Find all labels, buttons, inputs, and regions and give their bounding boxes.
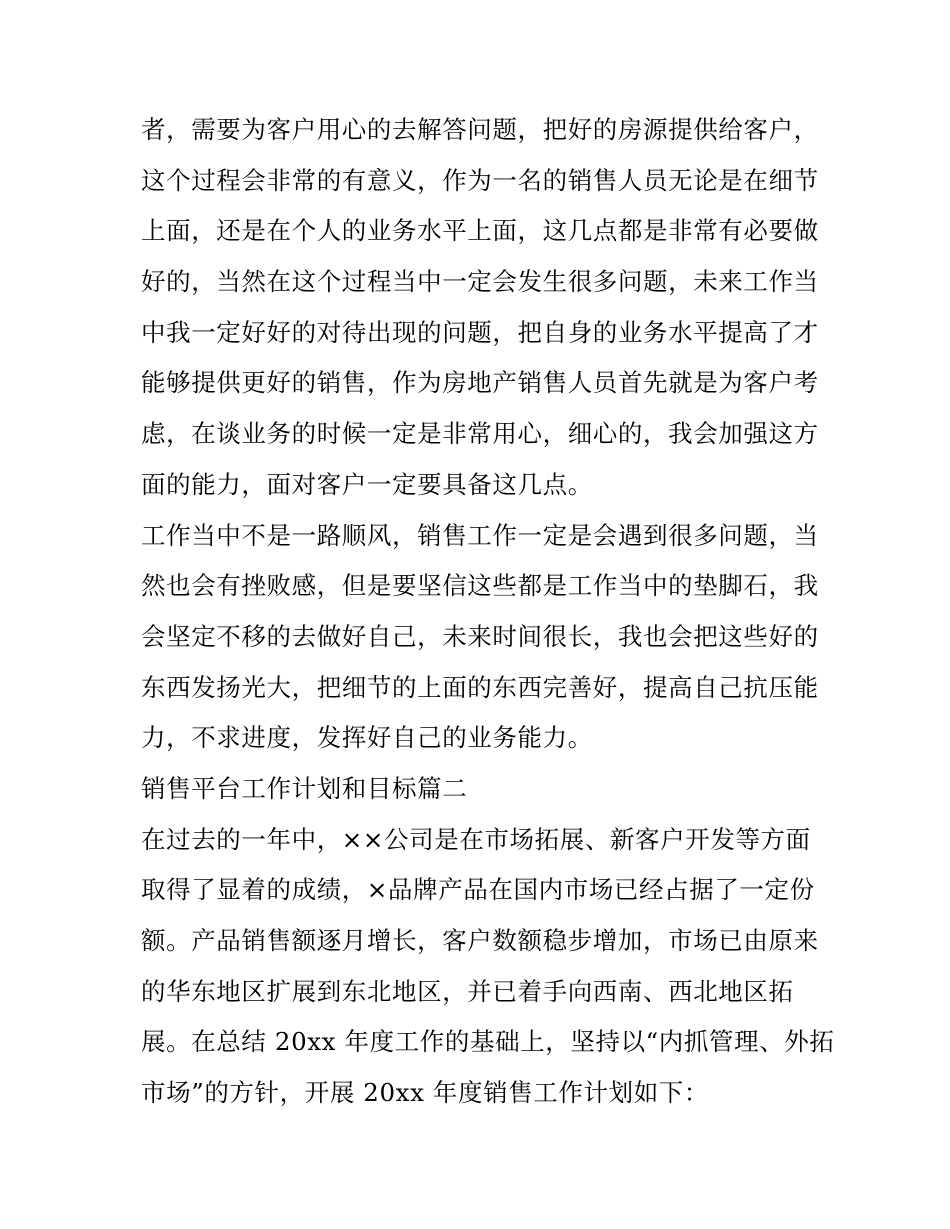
- text-line: 会坚定不移的去做好自己，未来时间很长，我也会把这些好的: [141, 621, 819, 651]
- text-line: 能够提供更好的销售，作为房地产销售人员首先就是为客户考: [141, 368, 819, 398]
- text-line: 在过去的一年中，××公司是在市场拓展、新客户开发等方面: [141, 824, 811, 854]
- text-line: 虑，在谈业务的时候一定是非常用心，细心的，我会加强这方: [141, 419, 819, 449]
- text-line: 上面，还是在个人的业务水平上面，这几点都是非常有必要做: [141, 216, 819, 246]
- text-line: 中我一定好好的对待出现的问题，把自身的业务水平提高了才: [141, 317, 819, 347]
- text-line: 东西发扬光大，把细节的上面的东西完善好，提高自己抗压能: [141, 672, 819, 702]
- text-line: 展。在总结 20xx 年度工作的基础上，坚持以“内抓管理、外拓: [141, 1027, 835, 1057]
- text-line: 然也会有挫败感，但是要坚信这些都是工作当中的垫脚石，我: [141, 571, 819, 601]
- text-line: 面的能力，面对客户一定要具备这几点。: [141, 469, 593, 499]
- text-line: 工作当中不是一路顺风，销售工作一定是会遇到很多问题，当: [141, 520, 819, 550]
- document-body: [141, 105, 835, 1119]
- text-line: 好的，当然在这个过程当中一定会发生很多问题，未来工作当: [141, 267, 819, 297]
- text-line: 力，不求进度，发挥好自己的业务能力。: [141, 723, 593, 753]
- section-heading: 销售平台工作计划和目标篇二: [141, 773, 468, 803]
- text-line: 这个过程会非常的有意义，作为一名的销售人员无论是在细节: [141, 165, 819, 195]
- text-line: 市场”的方针，开展 20xx 年度销售工作计划如下：: [141, 1078, 710, 1108]
- text-line: 额。产品销售额逐月增长，客户数额稳步增加，市场已由原来: [141, 926, 819, 955]
- text-line: 的华东地区扩展到东北地区，并已着手向西南、西北地区拓: [141, 976, 794, 1006]
- text-line: 取得了显着的成绩，×品牌产品在国内市场已经占据了一定份: [141, 875, 815, 905]
- text-line: 者，需要为客户用心的去解答问题，把好的房源提供给客户，: [141, 115, 819, 144]
